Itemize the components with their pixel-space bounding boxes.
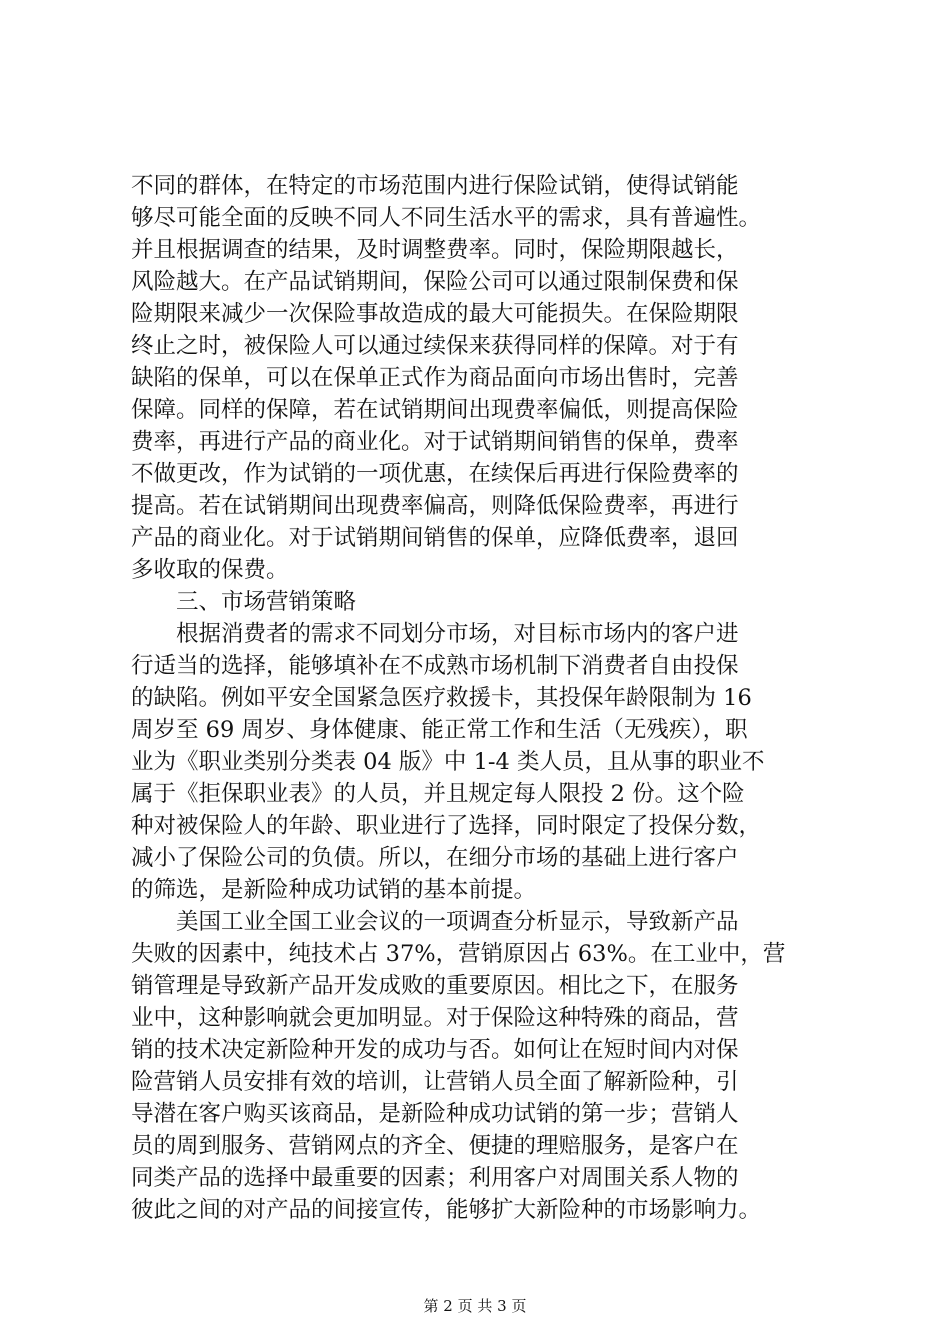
text-line: 属于《拒保职业表》的人员，并且规定每人限投 2 份。这个险	[131, 781, 745, 807]
text-line: 费率，再进行产品的商业化。对于试销期间销售的保单，费率	[131, 429, 739, 455]
page-footer: 第 2 页 共 3 页	[423, 1297, 527, 1315]
text-line: 员的周到服务、营销网点的齐全、便捷的理赔服务，是客户在	[131, 1133, 739, 1159]
text-line: 种对被保险人的年龄、职业进行了选择，同时限定了投保分数，	[131, 813, 762, 839]
document-body	[131, 170, 836, 1226]
text-line: 销的技术决定新险种开发的成功与否。如何让在短时间内对保	[131, 1037, 739, 1063]
text-line: 缺陷的保单，可以在保单正式作为商品面向市场出售时，完善	[131, 365, 739, 391]
text-line: 提高。若在试销期间出现费率偏高，则降低保险费率，再进行	[131, 493, 739, 519]
text-line: 并且根据调查的结果，及时调整费率。同时，保险期限越长，	[131, 237, 739, 263]
section-heading: 三、市场营销策略	[176, 589, 357, 615]
text-line: 失败的因素中，纯技术占 37%，营销原因占 63%。在工业中，营	[131, 941, 786, 967]
text-line: 导潜在客户购买该商品，是新险种成功试销的第一步；营销人	[131, 1101, 739, 1127]
text-line: 美国工业全国工业会议的一项调查分析显示，导致新产品	[176, 909, 739, 935]
text-line: 业中，这种影响就会更加明显。对于保险这种特殊的商品，营	[131, 1005, 739, 1031]
text-line: 风险越大。在产品试销期间，保险公司可以通过限制保费和保	[131, 269, 739, 295]
text-line: 销管理是导致新产品开发成败的重要原因。相比之下，在服务	[131, 973, 739, 999]
text-line: 够尽可能全面的反映不同人不同生活水平的需求，具有普遍性。	[131, 205, 762, 231]
text-line: 产品的商业化。对于试销期间销售的保单，应降低费率，退回	[131, 525, 739, 551]
text-line: 险营销人员安排有效的培训，让营销人员全面了解新险种，引	[131, 1069, 739, 1095]
text-line: 保障。同样的保障，若在试销期间出现费率偏低，则提高保险	[131, 397, 739, 423]
text-line: 彼此之间的对产品的间接宣传，能够扩大新险种的市场影响力。	[131, 1197, 762, 1223]
text-line: 不做更改，作为试销的一项优惠，在续保后再进行保险费率的	[131, 461, 739, 487]
text-line: 根据消费者的需求不同划分市场，对目标市场内的客户进	[176, 621, 739, 647]
text-line: 行适当的选择，能够填补在不成熟市场机制下消费者自由投保	[131, 653, 739, 679]
text-line: 的缺陷。例如平安全国紧急医疗救援卡，其投保年龄限制为 16	[131, 685, 752, 711]
text-line: 终止之时，被保险人可以通过续保来获得同样的保障。对于有	[131, 333, 739, 359]
text-line: 多收取的保费。	[131, 557, 289, 583]
text-line: 的筛选，是新险种成功试销的基本前提。	[131, 877, 537, 903]
text-line: 险期限来减少一次保险事故造成的最大可能损失。在保险期限	[131, 301, 739, 327]
text-line: 减小了保险公司的负债。所以，在细分市场的基础上进行客户	[131, 845, 739, 871]
text-line: 不同的群体，在特定的市场范围内进行保险试销，使得试销能	[131, 173, 739, 199]
text-line: 业为《职业类别分类表 04 版》中 1-4 类人员，且从事的职业不	[131, 749, 765, 775]
text-line: 周岁至 69 周岁、身体健康、能正常工作和生活（无残疾），职	[131, 717, 748, 743]
text-line: 同类产品的选择中最重要的因素；利用客户对周围关系人物的	[131, 1165, 739, 1191]
